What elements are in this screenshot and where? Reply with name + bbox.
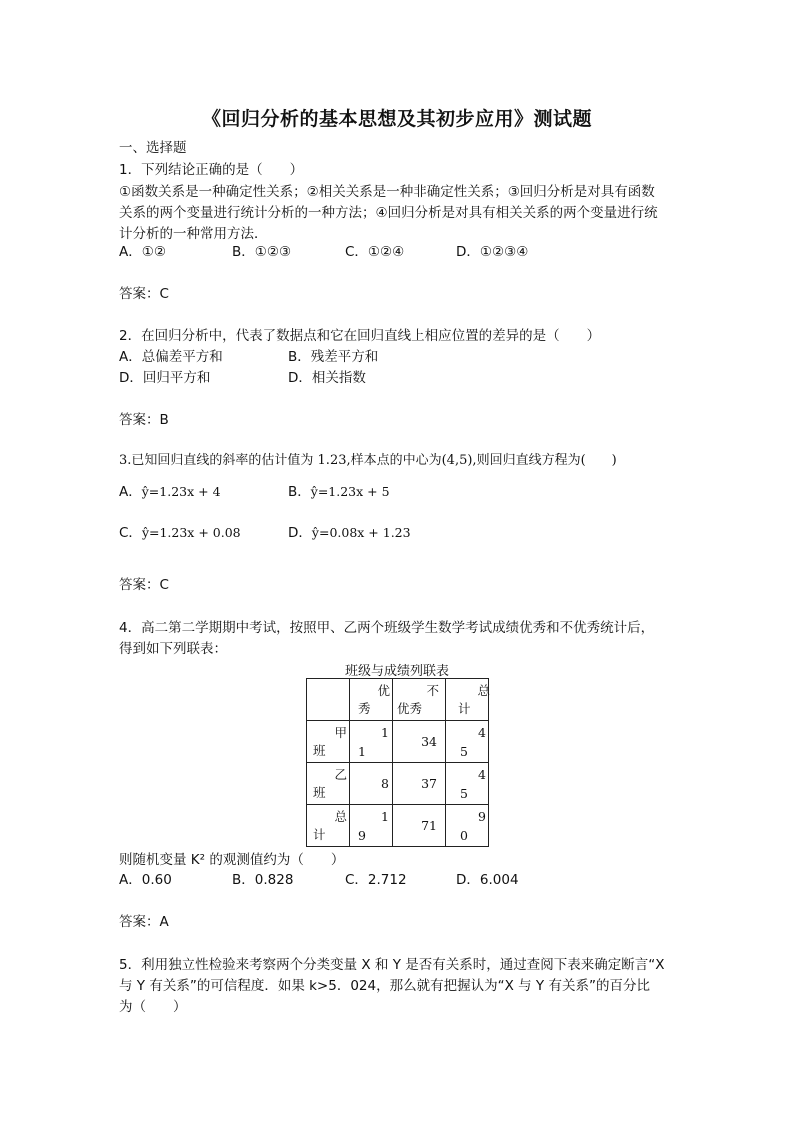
cell-grand-total-top: 9 (478, 809, 486, 824)
table-header-excellent (350, 679, 393, 721)
cell-total-excellent (350, 805, 393, 847)
cell-a-total-bottom: 5 (460, 744, 468, 759)
q3-answer: 答案：C (119, 577, 169, 593)
q1-text-line2: 关系的两个变量进行统计分析的一种方法；④回归分析是对具有相关关系的两个变量进行统 (119, 205, 658, 221)
contingency-table (306, 678, 489, 847)
cell-b-total-bottom: 5 (460, 786, 468, 801)
q2-option-c: D．回归平方和 (119, 370, 211, 386)
header-excellent-bottom: 秀 (358, 701, 371, 716)
row-b-label-bottom: 班 (313, 785, 326, 800)
cell-a-not-excellent-value: 34 (421, 734, 437, 749)
q3-option-b-label: B． (288, 484, 311, 500)
q3-option-a (119, 482, 221, 502)
table-corner-cell (307, 679, 350, 721)
q2-option-a: A．总偏差平方和 (119, 349, 223, 365)
q4-stem-line1: 4．高二第二学期期中考试，按照甲、乙两个班级学生数学考试成绩优秀和不优秀统计后， (119, 620, 655, 636)
cell-b-not-excellent (393, 763, 446, 805)
q2-stem: 2．在回归分析中，代表了数据点和它在回归直线上相应位置的差异的是（ ） (119, 328, 601, 344)
q3-option-d-equation: ŷ=0.08x + 1.23 (311, 525, 411, 540)
q1-option-a: A．①② (119, 244, 166, 260)
table-row (307, 721, 489, 763)
header-excellent-top: 优 (377, 683, 390, 698)
row-total-label-top: 总 (334, 809, 347, 824)
cell-a-not-excellent (393, 721, 446, 763)
q2-option-b: B．残差平方和 (288, 349, 379, 365)
q2-answer: 答案：B (119, 412, 169, 428)
q5-line2: 与 Y 有关系”的可信程度．如果 k>5．024，那么就有把握认为“X 与 Y 有关系”的百分比 (119, 978, 650, 994)
q3-option-d-label: D． (288, 525, 312, 541)
q3-option-c (119, 523, 241, 543)
page-title: 《回归分析的基本思想及其初步应用》测试题 (201, 108, 592, 130)
q4-option-d: D．6.004 (456, 872, 519, 888)
cell-a-total-top: 4 (478, 725, 486, 740)
q3-option-a-equation: ŷ=1.23x + 4 (141, 484, 221, 499)
table-header-not-excellent (393, 679, 446, 721)
q3-stem: 3.已知回归直线的斜率的估计值为 1.23,样本点的中心为(4,5),则回归直线方程为( ) (119, 453, 617, 468)
cell-total-excellent-bottom: 9 (358, 828, 366, 843)
cell-a-excellent-bottom: 1 (358, 744, 366, 759)
q4-table-caption: 班级与成绩列联表 (344, 664, 449, 679)
table-header-total (446, 679, 489, 721)
q3-option-a-label: A． (119, 484, 142, 500)
q3-option-b-equation: ŷ=1.23x + 5 (310, 484, 390, 499)
table-row (307, 763, 489, 805)
q1-option-b: B．①②③ (232, 244, 292, 260)
q3-option-b (288, 482, 390, 502)
q1-answer: 答案：C (119, 286, 169, 302)
table-header-row (307, 679, 489, 721)
cell-a-excellent-top: 1 (381, 725, 389, 740)
q5-line3: 为（ ） (119, 999, 187, 1015)
q3-option-d (288, 523, 411, 543)
q1-text-line1: ①函数关系是一种确定性关系；②相关关系是一种非确定性关系；③回归分析是对具有函数 (119, 184, 655, 200)
header-not-excellent-top: 不 (426, 683, 439, 698)
q4-option-b: B．0.828 (232, 872, 294, 888)
cell-a-excellent (350, 721, 393, 763)
row-label-total (307, 805, 350, 847)
q5-line1: 5．利用独立性检验来考察两个分类变量 X 和 Y 是否有关系时，通过查阅下表来确定断言“X (119, 957, 665, 973)
row-total-label-bottom: 计 (313, 827, 326, 842)
row-b-label-top: 乙 (334, 767, 347, 782)
q1-option-c: C．①②④ (345, 244, 405, 260)
cell-b-total (446, 763, 489, 805)
q4-option-a: A．0.60 (119, 872, 172, 888)
header-total-top: 总 (477, 683, 490, 698)
cell-b-excellent (350, 763, 393, 805)
header-total-bottom: 计 (458, 701, 471, 716)
q4-question: 则随机变量 K² 的观测值约为（ ） (119, 852, 345, 868)
header-not-excellent-bottom: 优秀 (397, 701, 423, 716)
row-label-class-b (307, 763, 350, 805)
row-a-label-top: 甲 (334, 725, 347, 740)
q4-option-c: C．2.712 (345, 872, 407, 888)
cell-b-not-excellent-value: 37 (421, 776, 437, 791)
cell-total-not-excellent-value: 71 (421, 818, 437, 833)
cell-a-total (446, 721, 489, 763)
cell-grand-total (446, 805, 489, 847)
row-label-class-a (307, 721, 350, 763)
q3-option-c-label: C． (119, 525, 142, 541)
q1-option-d: D．①②③④ (456, 244, 529, 260)
cell-total-excellent-top: 1 (381, 809, 389, 824)
q1-text-line3: 计分析的一种常用方法． (119, 226, 268, 242)
q4-answer: 答案：A (119, 914, 169, 930)
q3-option-c-equation: ŷ=1.23x + 0.08 (141, 525, 241, 540)
cell-b-excellent-value: 8 (381, 776, 389, 791)
cell-total-not-excellent (393, 805, 446, 847)
section-heading: 一、选择题 (119, 140, 187, 156)
row-a-label-bottom: 班 (313, 743, 326, 758)
q4-stem-line2: 得到如下列联表： (119, 641, 227, 657)
q1-stem: 1．下列结论正确的是（ ） (119, 162, 304, 178)
table-row (307, 805, 489, 847)
cell-b-total-top: 4 (478, 767, 486, 782)
cell-grand-total-bottom: 0 (460, 828, 468, 843)
q2-option-d: D．相关指数 (288, 370, 366, 386)
